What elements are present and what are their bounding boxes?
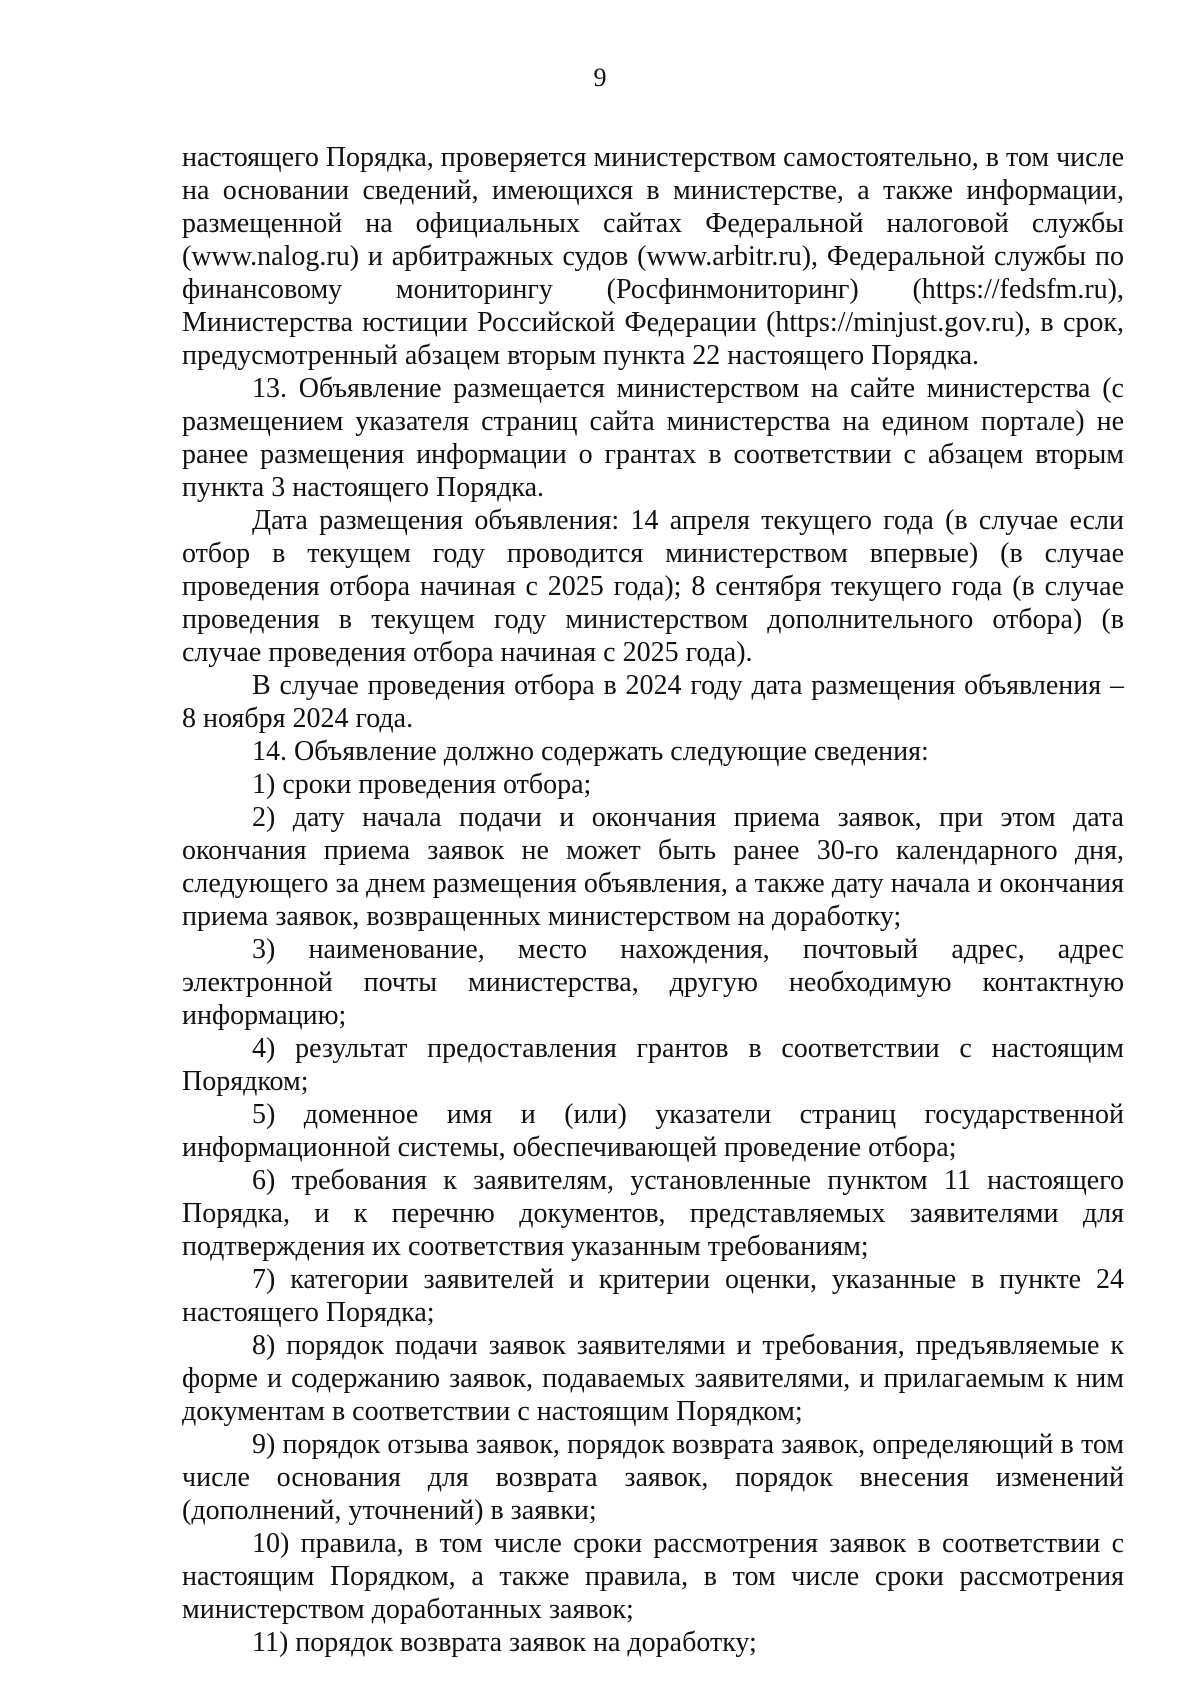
list-item-7: 7) категории заявителей и критерии оценки, указанные в пункте 24 настоящего Порядка;: [182, 1264, 1124, 1328]
document-body: [182, 141, 1124, 1659]
page-number: 9: [593, 63, 607, 92]
list-item-11: 11) порядок возврата заявок на доработку;: [252, 1627, 757, 1658]
list-item-4: 4) результат предоставления грантов в соответствии с настоящим Порядком;: [182, 1033, 1124, 1097]
paragraph-item-13: 13. Объявление размещается министерством на сайте министерства (с размещением указателя страниц сайта министерства на едином портале) не ранее размещения информации о грантах в соответствии с абзацем вторым пункта 3 настоящего Порядка.: [182, 373, 1124, 503]
list-item-5: 5) доменное имя и (или) указатели страниц государственной информационной системы, обеспечивающей проведение отбора;: [182, 1099, 1124, 1163]
paragraph-item-14: 14. Объявление должно содержать следующие сведения:: [252, 736, 929, 767]
list-item-10: 10) правила, в том числе сроки рассмотрения заявок в соответствии с настоящим Порядком, а также правила, в том числе сроки рассмотрения министерством доработанных заявок;: [182, 1528, 1124, 1625]
list-item-8: 8) порядок подачи заявок заявителями и требования, предъявляемые к форме и содержанию заявок, подаваемых заявителями, и прилагаемым к ним документам в соответствии с настоящим Порядком;: [182, 1330, 1124, 1427]
list-item-9: 9) порядок отзыва заявок, порядок возврата заявок, определяющий в том числе основания для возврата заявок, порядок внесения изменений (дополнений, уточнений) в заявки;: [182, 1429, 1124, 1526]
list-item-1: 1) сроки проведения отбора;: [252, 769, 592, 800]
list-item-6: 6) требования к заявителям, установленные пунктом 11 настоящего Порядка, и к перечню документов, представляемых заявителями для подтверждения их соответствия указанным требованиям;: [182, 1165, 1124, 1262]
list-item-2: 2) дату начала подачи и окончания приема заявок, при этом дата окончания приема заявок не может быть ранее 30-го календарного дня, следующего за днем размещения объявления, а также дату начала и окончания приема заявок, возвращенных министерством на доработку;: [182, 802, 1124, 932]
paragraph-publication-date: Дата размещения объявления: 14 апреля текущего года (в случае если отбор в текущем году проводится министерством впервые) (в случае проведения отбора начиная с 2025 года); 8 сентября текущего года (в случае проведения в текущем году министерством дополнительного отбора) (в случае проведения отбора начиная с 2025 года).: [182, 505, 1124, 668]
paragraph-continuation: настоящего Порядка, проверяется министерством самостоятельно, в том числе на основании сведений, имеющихся в министерстве, а также информации, размещенной на официальных сайтах Федеральной налоговой службы (www.nalog.ru) и арбитражных судов (www.arbitr.ru), Федеральной службы по финансовому мониторингу (Росфинмониторинг) (https://fedsfm.ru), Министерства юстиции Российской Федерации (https://minjust.gov.ru), в срок, предусмотренный абзацем вторым пункта 22 настоящего Порядка.: [182, 142, 1124, 371]
paragraph-2024-date: В случае проведения отбора в 2024 году дата размещения объявления – 8 ноября 2024 года.: [182, 670, 1124, 734]
list-item-3: 3) наименование, место нахождения, почтовый адрес, адрес электронной почты министерства, другую необходимую контактную информацию;: [182, 934, 1124, 1031]
